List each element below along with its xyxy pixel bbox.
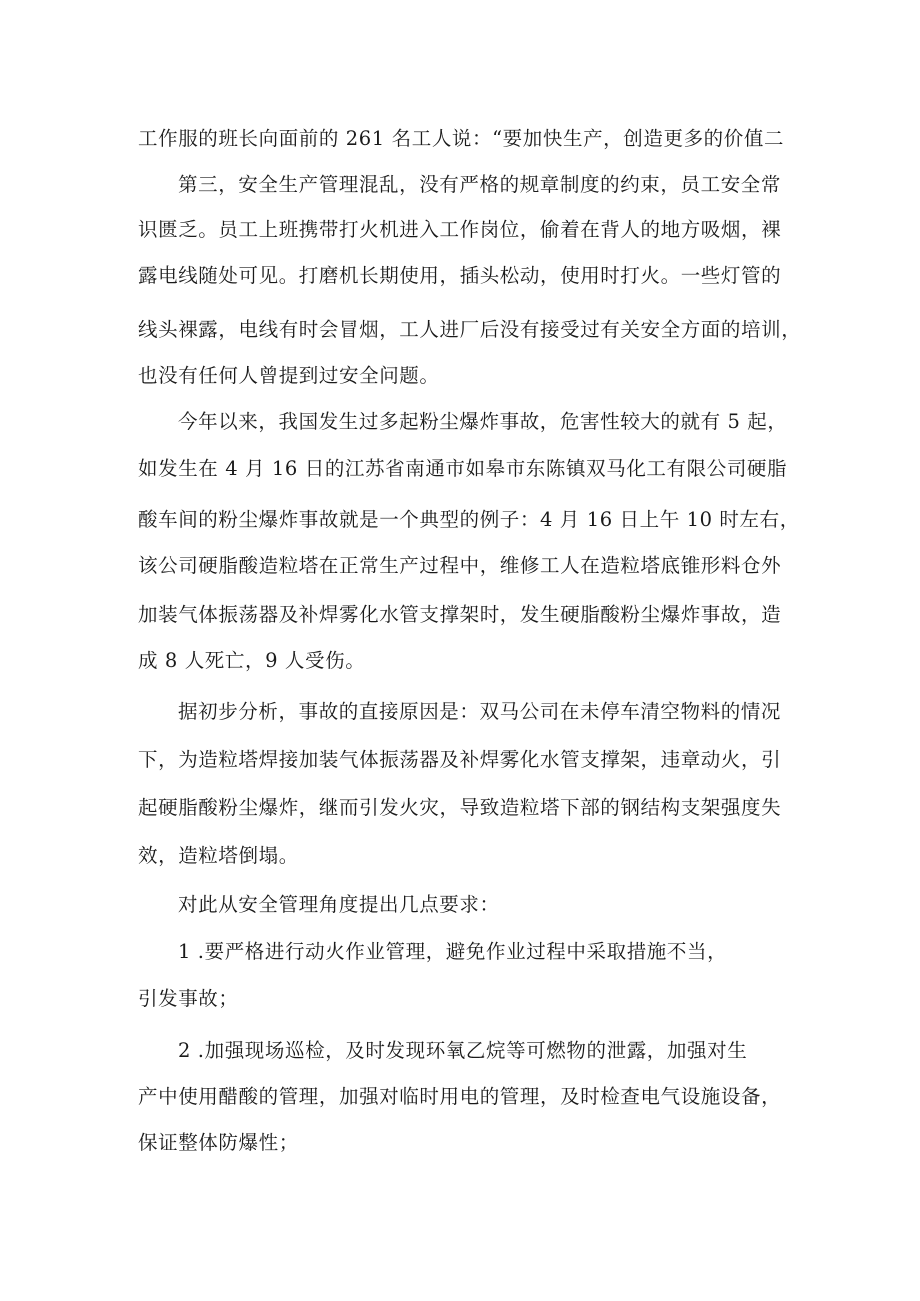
text-line: 露电线随处可见。打磨机长期使用，插头松动，使用时打火。一些灯管的 xyxy=(138,264,782,287)
text-line: 酸车间的粉尘爆炸事故就是一个典型的例子：4 月 16 日上午 10 时左右， xyxy=(138,508,800,531)
text-line: 起硬脂酸粉尘爆炸，继而引发火灾，导致造粒塔下部的钢结构支架强度失 xyxy=(138,796,782,819)
text-line: 下，为造粒塔焊接加装气体振荡器及补焊雾化水管支撑架，违章动火，引 xyxy=(138,748,782,771)
text-line: 线头裸露，电线有时会冒烟，工人进厂后没有接受过有关安全方面的培训， xyxy=(138,318,802,341)
text-line: 成 8 人死亡，9 人受伤。 xyxy=(138,649,366,672)
text-line: 该公司硬脂酸造粒塔在正常生产过程中，维修工人在造粒塔底锥形料仓外 xyxy=(138,554,782,577)
text-line: 也没有任何人曾提到过安全问题。 xyxy=(138,364,440,387)
text-line: 如发生在 4 月 16 日的江苏省南通市如皋市东陈镇双马化工有限公司硬脂 xyxy=(138,457,788,480)
text-line: 今年以来，我国发生过多起粉尘爆炸事故，危害性较大的就有 5 起， xyxy=(178,410,788,433)
text-line: 工作服的班长向面前的 261 名工人说：“要加快生产，创造更多的价值二 xyxy=(138,127,785,150)
text-line: 效，造粒塔倒塌。 xyxy=(138,844,299,867)
text-line: 第三，安全生产管理混乱，没有严格的规章制度的约束，员工安全常 xyxy=(178,173,782,196)
list-item-text: 1 .要严格进行动火作业管理，避免作业过程中采取措施不当， xyxy=(178,940,728,963)
text-line: 识匮乏。员工上班携带打火机进入工作岗位，偷着在背人的地方吸烟，裸 xyxy=(138,218,782,241)
text-line: 加装气体振荡器及补焊雾化水管支撑架时，发生硬脂酸粉尘爆炸事故，造 xyxy=(138,603,782,626)
list-item-text: 保证整体防爆性； xyxy=(138,1131,299,1154)
list-item-text: 2 .加强现场巡检，及时发现环氧乙烷等可燃物的泄露，加强对生 xyxy=(178,1039,748,1062)
text-line: 对此从安全管理角度提出几点要求： xyxy=(178,893,500,916)
list-item-text: 引发事故； xyxy=(138,987,239,1010)
text-line: 据初步分析，事故的直接原因是：双马公司在未停车清空物料的情况 xyxy=(178,700,782,723)
list-item-text: 产中使用醋酸的管理，加强对临时用电的管理，及时检查电气设施设备， xyxy=(138,1085,782,1108)
